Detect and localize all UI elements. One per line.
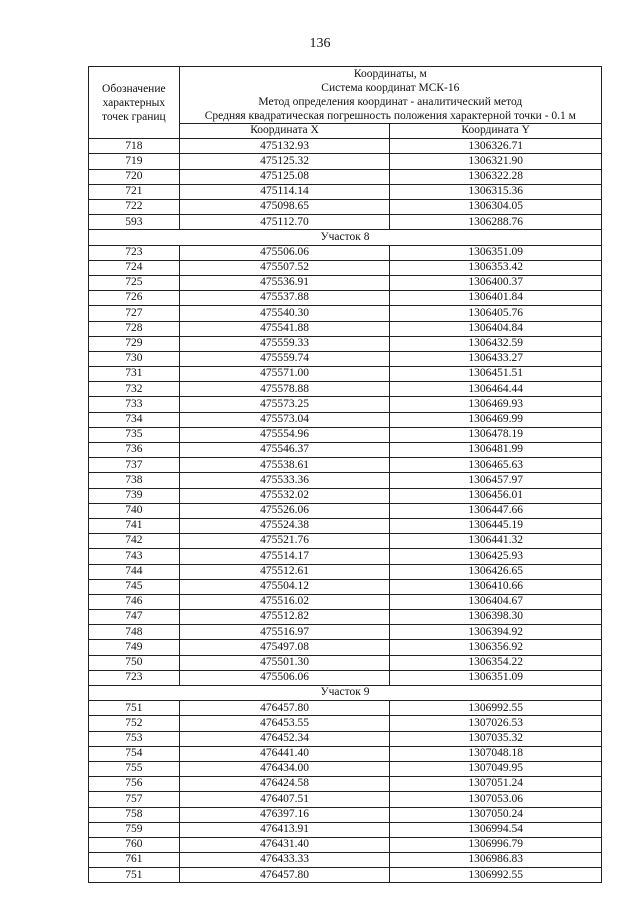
coord-x-cell: 475132.93 — [179, 139, 390, 154]
point-id-cell: 758 — [89, 807, 180, 822]
coord-x-cell: 475497.08 — [179, 640, 390, 655]
table-row — [89, 473, 602, 488]
table-row — [89, 777, 602, 792]
table-row — [89, 154, 602, 169]
coord-x-cell: 475573.04 — [179, 412, 390, 427]
coord-y-cell: 1306992.55 — [390, 701, 602, 716]
coord-x-cell: 476457.80 — [179, 868, 390, 883]
coord-y-cell: 1306996.79 — [390, 837, 602, 852]
point-id-cell: 750 — [89, 655, 180, 670]
table-row — [89, 488, 602, 503]
coord-y-cell: 1306464.44 — [390, 382, 602, 397]
point-id-cell: 761 — [89, 853, 180, 868]
coord-x-cell: 475516.02 — [179, 594, 390, 609]
table-row — [89, 807, 602, 822]
table-row — [89, 321, 602, 336]
coordinates-table — [88, 66, 602, 883]
coord-x-cell: 475546.37 — [179, 443, 390, 458]
table-row — [89, 746, 602, 761]
section-title: Участок 9 — [89, 686, 602, 701]
coord-x-cell: 475098.65 — [179, 200, 390, 215]
coord-y-cell: 1307050.24 — [390, 807, 602, 822]
coord-y-cell: 1306456.01 — [390, 488, 602, 503]
table-row — [89, 594, 602, 609]
point-id-cell: 739 — [89, 488, 180, 503]
table-row — [89, 458, 602, 473]
coord-x-cell: 476434.00 — [179, 761, 390, 776]
coord-y-cell: 1306447.66 — [390, 503, 602, 518]
point-id-cell: 743 — [89, 549, 180, 564]
table-row — [89, 655, 602, 670]
coord-y-cell: 1306992.55 — [390, 868, 602, 883]
coord-x-cell: 475514.17 — [179, 549, 390, 564]
coord-y-cell: 1307053.06 — [390, 792, 602, 807]
table-row — [89, 443, 602, 458]
table-row — [89, 792, 602, 807]
coord-y-cell: 1306994.54 — [390, 822, 602, 837]
coord-y-cell: 1306315.36 — [390, 184, 602, 199]
table-row — [89, 731, 602, 746]
coord-x-cell: 475512.61 — [179, 564, 390, 579]
table-row — [89, 534, 602, 549]
point-id-cell: 744 — [89, 564, 180, 579]
coord-y-cell: 1306986.83 — [390, 853, 602, 868]
coord-y-cell: 1306451.51 — [390, 367, 602, 382]
coord-x-cell: 475559.74 — [179, 351, 390, 366]
coord-x-cell: 476431.40 — [179, 837, 390, 852]
point-id-cell: 738 — [89, 473, 180, 488]
point-id-cell: 723 — [89, 670, 180, 685]
coord-y-cell: 1306465.63 — [390, 458, 602, 473]
point-id-cell: 760 — [89, 837, 180, 852]
point-id-cell: 732 — [89, 382, 180, 397]
coordinates-header-line: Метод определения координат - аналитический метод — [258, 96, 523, 109]
designation-header-line: Обозначение — [102, 82, 166, 95]
coord-x-cell: 475504.12 — [179, 579, 390, 594]
table-row — [89, 564, 602, 579]
coordinates-header-line: Координаты, м — [353, 68, 427, 80]
point-id-cell: 735 — [89, 427, 180, 442]
table-row — [89, 822, 602, 837]
table-row — [89, 503, 602, 518]
coord-y-cell: 1306326.71 — [390, 139, 602, 154]
table-row — [89, 260, 602, 275]
point-id-cell: 718 — [89, 139, 180, 154]
coord-x-cell: 475506.06 — [179, 245, 390, 260]
point-id-cell: 753 — [89, 731, 180, 746]
point-id-cell: 756 — [89, 777, 180, 792]
table-row — [89, 397, 602, 412]
coordinates-header — [179, 67, 601, 124]
coord-y-cell: 1306481.99 — [390, 443, 602, 458]
coord-x-cell: 475573.25 — [179, 397, 390, 412]
coord-x-cell: 475541.88 — [179, 321, 390, 336]
table-row — [89, 275, 602, 290]
coord-y-cell: 1306469.99 — [390, 412, 602, 427]
section-title: Участок 8 — [89, 230, 602, 245]
table-row — [89, 610, 602, 625]
coord-y-cell: 1306401.84 — [390, 291, 602, 306]
table-row — [89, 549, 602, 564]
coord-y-cell: 1306478.19 — [390, 427, 602, 442]
coord-y-cell: 1307035.32 — [390, 731, 602, 746]
table-row — [89, 336, 602, 351]
coord-x-cell: 475526.06 — [179, 503, 390, 518]
point-id-cell: 745 — [89, 579, 180, 594]
coord-y-cell: 1306425.93 — [390, 549, 602, 564]
coord-x-cell: 475571.00 — [179, 367, 390, 382]
coord-y-cell: 1306288.76 — [390, 215, 602, 230]
coord-x-cell: 475512.82 — [179, 610, 390, 625]
coord-y-cell: 1306441.32 — [390, 534, 602, 549]
table-row — [89, 716, 602, 731]
table-row — [89, 670, 602, 685]
point-id-cell: 751 — [89, 868, 180, 883]
point-id-cell: 746 — [89, 594, 180, 609]
table-row — [89, 215, 602, 230]
coord-y-cell: 1306457.97 — [390, 473, 602, 488]
point-id-cell: 729 — [89, 336, 180, 351]
point-id-cell: 742 — [89, 534, 180, 549]
coord-x-cell: 475532.02 — [179, 488, 390, 503]
point-id-cell: 722 — [89, 200, 180, 215]
coord-x-cell: 475507.52 — [179, 260, 390, 275]
point-id-cell: 740 — [89, 503, 180, 518]
point-id-cell: 725 — [89, 275, 180, 290]
coord-x-cell: 476441.40 — [179, 746, 390, 761]
coord-x-cell: 475554.96 — [179, 427, 390, 442]
coord-y-cell: 1307049.95 — [390, 761, 602, 776]
coord-y-cell: 1306400.37 — [390, 275, 602, 290]
coord-y-cell: 1306410.66 — [390, 579, 602, 594]
section-row — [89, 230, 602, 245]
coord-y-cell: 1307051.24 — [390, 777, 602, 792]
table-row — [89, 427, 602, 442]
coord-y-cell: 1306433.27 — [390, 351, 602, 366]
section-row — [89, 686, 602, 701]
coord-y-cell: 1306356.92 — [390, 640, 602, 655]
table-row — [89, 169, 602, 184]
col-y-header: Координата Y — [390, 124, 602, 139]
coord-x-cell: 476453.55 — [179, 716, 390, 731]
coord-y-cell: 1306351.09 — [390, 245, 602, 260]
coord-y-cell: 1306353.42 — [390, 260, 602, 275]
point-id-cell: 727 — [89, 306, 180, 321]
table-row — [89, 200, 602, 215]
col-x-header: Координата X — [179, 124, 390, 139]
coord-x-cell: 476413.91 — [179, 822, 390, 837]
point-id-cell: 751 — [89, 701, 180, 716]
coord-y-cell: 1306398.30 — [390, 610, 602, 625]
coord-x-cell: 475516.97 — [179, 625, 390, 640]
coord-y-cell: 1306445.19 — [390, 518, 602, 533]
point-id-cell: 757 — [89, 792, 180, 807]
coord-x-cell: 475538.61 — [179, 458, 390, 473]
table-row — [89, 367, 602, 382]
point-id-cell: 748 — [89, 625, 180, 640]
point-id-cell: 728 — [89, 321, 180, 336]
coord-x-cell: 475540.30 — [179, 306, 390, 321]
coord-y-cell: 1306404.67 — [390, 594, 602, 609]
point-id-cell: 741 — [89, 518, 180, 533]
table-row — [89, 853, 602, 868]
coord-x-cell: 476424.58 — [179, 777, 390, 792]
point-id-cell: 754 — [89, 746, 180, 761]
table-row — [89, 640, 602, 655]
table-row — [89, 351, 602, 366]
table-row — [89, 518, 602, 533]
coord-x-cell: 475559.33 — [179, 336, 390, 351]
table-row — [89, 184, 602, 199]
coord-x-cell: 475125.32 — [179, 154, 390, 169]
coord-y-cell: 1306351.09 — [390, 670, 602, 685]
coord-x-cell: 475578.88 — [179, 382, 390, 397]
point-id-cell: 723 — [89, 245, 180, 260]
coord-x-cell: 476397.16 — [179, 807, 390, 822]
coord-y-cell: 1306404.84 — [390, 321, 602, 336]
coord-x-cell: 475506.06 — [179, 670, 390, 685]
header-row — [89, 67, 602, 124]
point-id-cell: 737 — [89, 458, 180, 473]
coord-x-cell: 475112.70 — [179, 215, 390, 230]
table-row — [89, 245, 602, 260]
point-id-cell: 731 — [89, 367, 180, 382]
coord-y-cell: 1306405.76 — [390, 306, 602, 321]
point-id-cell: 752 — [89, 716, 180, 731]
coord-x-cell: 476457.80 — [179, 701, 390, 716]
coord-x-cell: 475114.14 — [179, 184, 390, 199]
coord-y-cell: 1306469.93 — [390, 397, 602, 412]
table-row — [89, 837, 602, 852]
coord-y-cell: 1306304.05 — [390, 200, 602, 215]
coord-x-cell: 475521.76 — [179, 534, 390, 549]
coord-x-cell: 476433.33 — [179, 853, 390, 868]
designation-header-line: точек границ — [101, 110, 166, 123]
point-id-cell: 736 — [89, 443, 180, 458]
table-row — [89, 291, 602, 306]
point-id-cell: 734 — [89, 412, 180, 427]
point-id-cell: 747 — [89, 610, 180, 625]
table-row — [89, 761, 602, 776]
coord-x-cell: 476452.34 — [179, 731, 390, 746]
coord-x-cell: 475501.30 — [179, 655, 390, 670]
coordinates-header-line: Средняя квадратическая погрешность положения характерной точки - 0.1 м — [204, 110, 576, 123]
coord-y-cell: 1306321.90 — [390, 154, 602, 169]
page-number: 136 — [309, 36, 331, 51]
coord-y-cell: 1306432.59 — [390, 336, 602, 351]
table-row — [89, 701, 602, 716]
designation-header — [89, 67, 180, 139]
coord-y-cell: 1307048.18 — [390, 746, 602, 761]
point-id-cell: 755 — [89, 761, 180, 776]
coord-y-cell: 1306354.22 — [390, 655, 602, 670]
point-id-cell: 721 — [89, 184, 180, 199]
table-row — [89, 579, 602, 594]
coordinates-header-line: Система координат МСК-16 — [321, 82, 460, 95]
point-id-cell: 759 — [89, 822, 180, 837]
coord-y-cell: 1307026.53 — [390, 716, 602, 731]
table-row — [89, 412, 602, 427]
point-id-cell: 726 — [89, 291, 180, 306]
table-row — [89, 306, 602, 321]
table-row — [89, 625, 602, 640]
designation-header-line: характерных — [102, 96, 166, 109]
point-id-cell: 733 — [89, 397, 180, 412]
point-id-cell: 719 — [89, 154, 180, 169]
coord-y-cell: 1306394.92 — [390, 625, 602, 640]
coord-x-cell: 475537.88 — [179, 291, 390, 306]
table-row — [89, 868, 602, 883]
point-id-cell: 730 — [89, 351, 180, 366]
table-row — [89, 382, 602, 397]
coord-x-cell: 475524.38 — [179, 518, 390, 533]
table-row — [89, 139, 602, 154]
coord-y-cell: 1306322.28 — [390, 169, 602, 184]
point-id-cell: 593 — [89, 215, 180, 230]
coord-y-cell: 1306426.65 — [390, 564, 602, 579]
coord-x-cell: 476407.51 — [179, 792, 390, 807]
table-body — [89, 67, 602, 883]
point-id-cell: 749 — [89, 640, 180, 655]
point-id-cell: 720 — [89, 169, 180, 184]
coord-x-cell: 475125.08 — [179, 169, 390, 184]
point-id-cell: 724 — [89, 260, 180, 275]
coord-x-cell: 475536.91 — [179, 275, 390, 290]
coord-x-cell: 475533.36 — [179, 473, 390, 488]
